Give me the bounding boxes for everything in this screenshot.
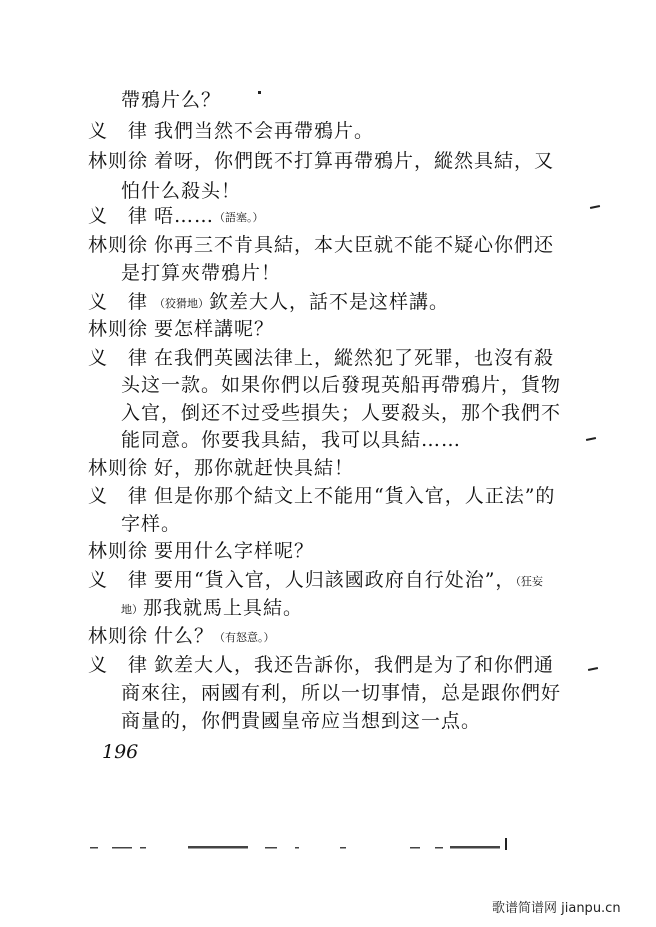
dialogue-line: 怕什么殺头！: [121, 180, 242, 202]
dialogue-line: 着呀，你們旣不打算再帶鴉片，縱然具結，又: [154, 150, 555, 172]
dialogue-line: [154, 624, 275, 650]
speaker-name: 林则徐: [88, 540, 149, 562]
dialogue-line: 要用什么字样呢？: [154, 540, 315, 562]
scan-mark: [588, 667, 598, 671]
speaker-name: 林则徐: [88, 625, 149, 647]
dialogue-line: 但是你那个結文上不能用“貨入官，人正法”的: [154, 485, 556, 507]
scan-mark: [590, 205, 600, 209]
speaker-name: 义 律: [88, 654, 149, 676]
speaker-name: 林则徐: [88, 318, 149, 340]
dialogue-line: 帶鴉片么？: [121, 89, 222, 111]
dialogue-line: 欽差大人，我还告訴你，我們是为了和你們通: [154, 654, 555, 676]
dialogue-line: 好，那你就赶快具結！: [154, 457, 355, 479]
dialogue-text: 要用“貨入官，人归該國政府自行处治”，: [154, 569, 516, 591]
stage-direction: 地）: [121, 603, 143, 616]
dialogue-line: 我們当然不会再帶鴉片。: [154, 120, 375, 142]
dialogue-line: 字样。: [121, 513, 182, 535]
dialogue-line: [121, 596, 303, 622]
speaker-name: 林则徐: [88, 234, 149, 256]
dialogue-line: [154, 204, 264, 230]
speaker-name: 义 律: [88, 485, 149, 507]
speaker-name: 义 律: [88, 205, 149, 227]
dialogue-text: 那我就馬上具結。: [143, 597, 304, 619]
speaker-name: 义 律: [88, 120, 149, 142]
dialogue-line: 商來往，兩國有利，所以一切事情，总是跟你們好: [121, 682, 562, 704]
speaker-name: 义 律: [88, 569, 149, 591]
dialogue-line: 头这一款。如果你們以后發現英船再帶鴉片，貨物: [121, 374, 562, 396]
stage-direction: （有怒意。）: [214, 631, 275, 644]
watermark: 歌谱简谱网 jianpu.cn: [492, 901, 621, 916]
speaker-name: 林则徐: [88, 150, 149, 172]
dialogue-text: 什么？: [154, 625, 215, 647]
scan-speck: [258, 91, 261, 94]
dialogue-line: [154, 290, 449, 316]
dialogue-line: 商量的，你們貴國皇帝应当想到这一点。: [121, 710, 482, 732]
speaker-name: 义 律: [88, 347, 149, 369]
dialogue-line: 你再三不肯具結，本大臣就不能不疑心你們还: [154, 234, 555, 256]
scan-noise-strip: [90, 845, 510, 851]
dialogue-line: 在我們英國法律上，縱然犯了死罪，也沒有殺: [154, 347, 555, 369]
dialogue-text: 欽差大人，話不是这样講。: [209, 291, 450, 313]
dialogue-line: 能同意。你要我具結，我可以具結……: [121, 429, 462, 451]
stage-direction: （狂妄: [515, 575, 543, 588]
page-number: 196: [102, 741, 139, 763]
scan-mark: [586, 437, 596, 441]
dialogue-line: 要怎样講呢？: [154, 318, 275, 340]
dialogue-line: 是打算夾帶鴉片！: [121, 262, 282, 284]
stage-direction: （語塞。）: [214, 211, 264, 224]
stage-direction: （狡猾地）: [154, 297, 209, 310]
speaker-name: 义 律: [88, 291, 149, 313]
speaker-name: 林则徐: [88, 457, 149, 479]
dialogue-line: 入官，倒还不过受些損失；人要殺头，那个我們不: [121, 402, 562, 424]
dialogue-text: 唔……: [154, 205, 215, 227]
dialogue-line: [154, 568, 543, 594]
